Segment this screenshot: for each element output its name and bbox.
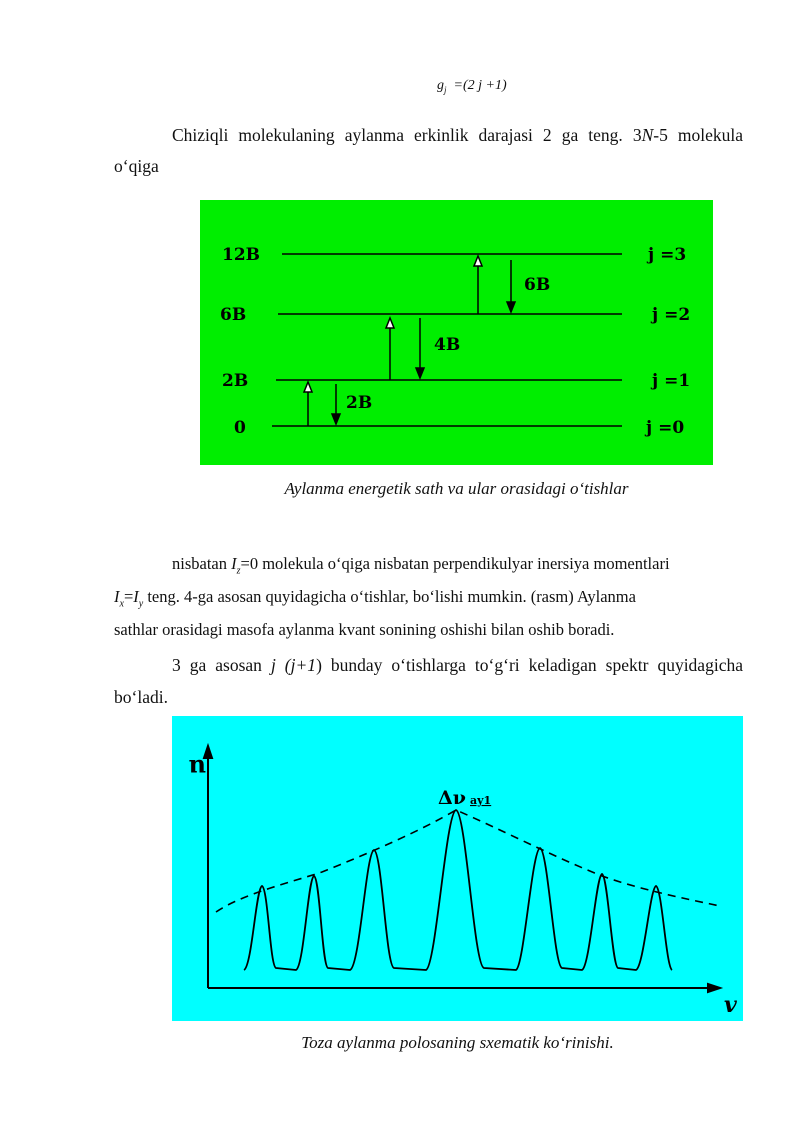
x-axis-arrowhead: [708, 984, 720, 992]
para1-text-b: -5 molekula: [653, 125, 744, 145]
paragraph-1-line-2: o‘qiga: [114, 156, 159, 176]
paragraph-2-line-3: sathlar orasidagi masofa aylanma kvant sonining oshishi bilan oshib boradi.: [114, 620, 615, 639]
para2-text-c: teng. 4-ga asosan quyidagicha o‘tishlar, bo‘lishi mumkin. (rasm) Aylanma: [143, 587, 636, 606]
arrowhead-up-2-3: [474, 256, 482, 266]
j-label-0: j =0: [646, 418, 685, 438]
rotational-band-figure: [172, 716, 743, 1021]
paragraph-3-line-1: [172, 650, 743, 680]
figure-1-caption: Aylanma energetik sath va ular orasidagi o‘tishlar: [284, 479, 629, 498]
formula-subscript: j: [444, 85, 447, 95]
j-label-3: j =3: [648, 245, 687, 265]
paragraph-2-line-1: [172, 549, 670, 586]
para2-iz-sub: z: [236, 565, 241, 577]
para2-eq: =: [123, 587, 134, 606]
para2-text-b: =0 molekula o‘qiga nisbatan perpendikulyar inersiya momentlari: [240, 554, 670, 573]
para2-ix: I: [114, 587, 120, 606]
energy-levels-figure: [200, 200, 713, 465]
paragraph-2-line-2: [114, 582, 636, 619]
formula-g: g: [437, 78, 444, 93]
arrowhead-up-1-2: [386, 318, 394, 328]
para1-n: N: [641, 125, 654, 145]
x-axis-label: v: [724, 992, 737, 1018]
j-label-1: j =1: [652, 371, 691, 391]
para3-text-b: ) bunday o‘tishlarga to‘g‘ri keladigan spektr quyidagicha: [316, 655, 743, 675]
paragraph-3-line-2: bo‘ladi.: [114, 687, 168, 707]
para2-text-a: nisbatan: [172, 554, 232, 573]
transition-label-4b: 4B: [434, 335, 461, 355]
energy-label-12b: 12B: [222, 245, 261, 265]
energy-levels-diagram: [200, 200, 713, 465]
rotational-band-diagram: [172, 716, 743, 1021]
spectrum-peaks: [244, 810, 672, 970]
transition-label-6b: 6B: [524, 275, 551, 295]
para2-iy: I: [133, 587, 139, 606]
arrowhead-down-3-2: [507, 302, 515, 312]
arrowhead-down-2-1: [416, 368, 424, 378]
arrowhead-up-0-1: [304, 382, 312, 392]
transition-label-2b: 2B: [346, 393, 373, 413]
spectrum-envelope: [216, 810, 720, 912]
energy-label-2b: 2B: [222, 371, 249, 391]
para3-jj: j (j+1: [270, 655, 317, 675]
paragraph-1-line-1: [172, 120, 743, 150]
figure-2-caption: Toza aylanma polosaning sxematik ko‘rinishi.: [301, 1033, 614, 1052]
energy-label-6b: 6B: [220, 305, 247, 325]
y-axis-label: u: [188, 754, 206, 783]
peak-label-sub: ay1: [470, 794, 492, 807]
energy-label-0: 0: [234, 418, 246, 438]
para2-iy-sub: y: [138, 598, 144, 610]
para3-text-a: 3 ga asosan: [172, 655, 271, 675]
para2-ix-sub: x: [119, 598, 124, 610]
para1-text-a: Chiziqli molekulaning aylanma erkinlik darajasi 2 ga teng. 3: [172, 125, 642, 145]
formula-rest: =(2 j +1): [453, 78, 507, 93]
peak-label: Δν: [438, 787, 466, 809]
arrowhead-down-1-0: [332, 414, 340, 424]
degeneracy-formula: [437, 78, 507, 94]
j-label-2: j =2: [652, 305, 691, 325]
para2-iz: I: [231, 554, 237, 573]
